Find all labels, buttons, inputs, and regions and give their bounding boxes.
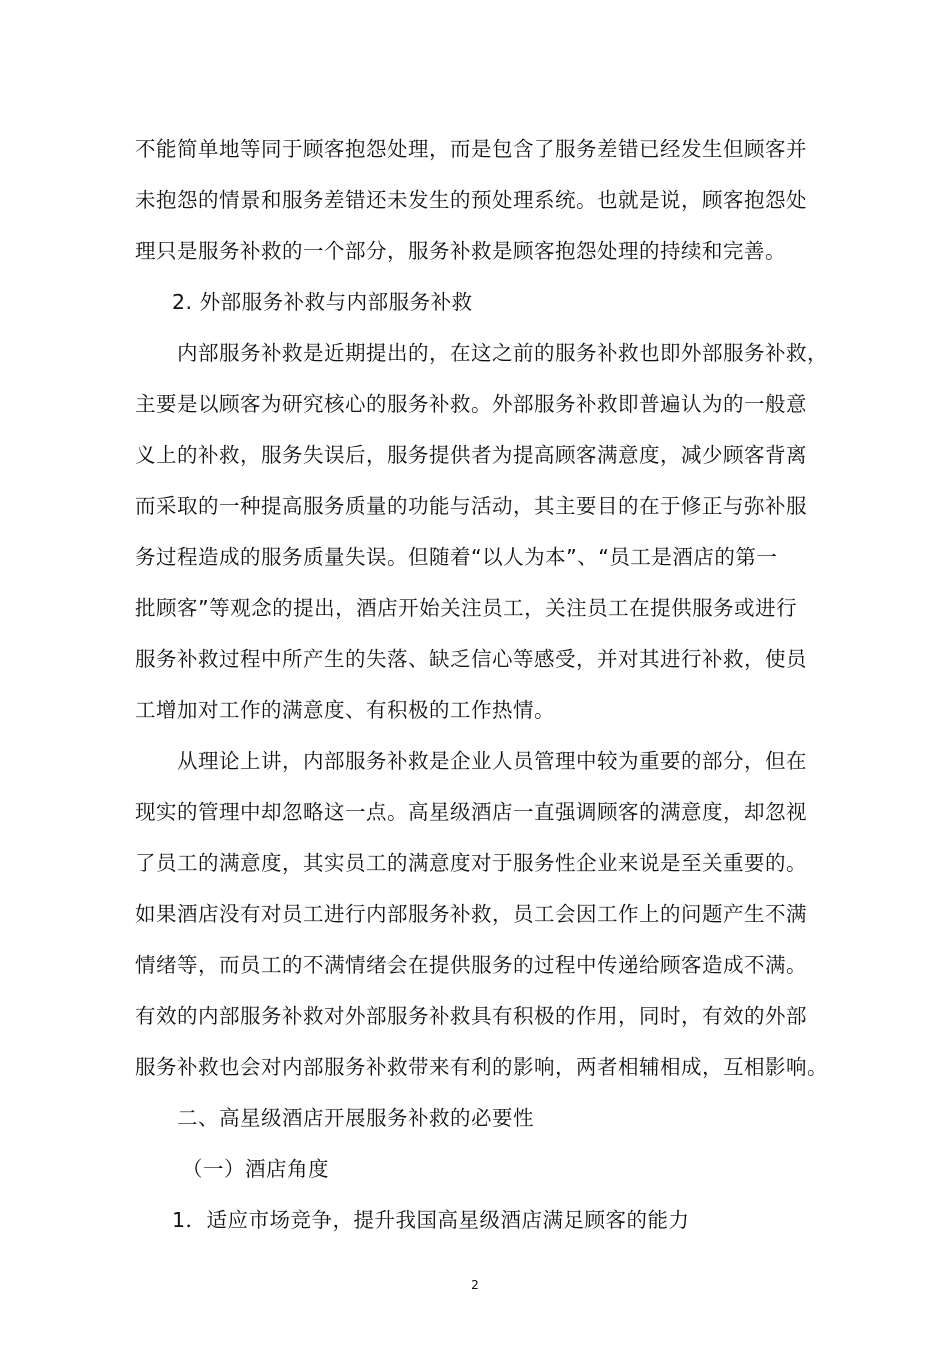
paragraph-line: 服务补救过程中所产生的失落、缺乏信心等感受，并对其进行补救，使员 (135, 647, 807, 671)
paragraph-line: 服务补救也会对内部服务补救带来有利的影响，两者相辅相成，互相影响。 (135, 1055, 828, 1079)
paragraph-line: 务过程造成的服务质量失误。但随着“以人为本”、“员工是酒店的第一 (135, 545, 778, 569)
subsection-heading: 1．适应市场竞争，提升我国高星级酒店满足顾客的能力 (172, 1208, 690, 1232)
paragraph-line: 义上的补救，服务失误后，服务提供者为提高顾客满意度，减少顾客背离 (135, 443, 807, 467)
paragraph-line: 情绪等，而员工的不满情绪会在提供服务的过程中传递给顾客造成不满。 (135, 953, 807, 977)
section-heading: 二、高星级酒店开展服务补救的必要性 (177, 1106, 534, 1130)
paragraph-line: 未抱怨的情景和服务差错还未发生的预处理系统。也就是说，顾客抱怨处 (135, 188, 807, 212)
paragraph-line: 如果酒店没有对员工进行内部服务补救，员工会因工作上的问题产生不满 (135, 902, 807, 926)
subsection-heading: （一）酒店角度 (182, 1157, 329, 1181)
paragraph-line: 不能简单地等同于顾客抱怨处理，而是包含了服务差错已经发生但顾客并 (135, 137, 807, 161)
paragraph-line: 有效的内部服务补救对外部服务补救具有积极的作用，同时，有效的外部 (135, 1004, 807, 1028)
paragraph-line: 主要是以顾客为研究核心的服务补救。外部服务补救即普遍认为的一般意 (135, 392, 807, 416)
section-heading: 2. 外部服务补救与内部服务补救 (172, 290, 473, 314)
paragraph-line: 现实的管理中却忽略这一点。高星级酒店一直强调顾客的满意度，却忽视 (135, 800, 807, 824)
page-number: 2 (471, 1278, 479, 1292)
paragraph-line: 工增加对工作的满意度、有积极的工作热情。 (135, 698, 555, 722)
paragraph-line: 而采取的一种提高服务质量的功能与活动，其主要目的在于修正与弥补服 (135, 494, 807, 518)
paragraph-line: 理只是服务补救的一个部分，服务补救是顾客抱怨处理的持续和完善。 (135, 239, 786, 263)
paragraph-line: 从理论上讲，内部服务补救是企业人员管理中较为重要的部分，但在 (177, 749, 807, 773)
paragraph-line: 内部服务补救是近期提出的，在这之前的服务补救也即外部服务补救， (177, 341, 828, 365)
paragraph-line: 批顾客”等观念的提出，酒店开始关注员工，关注员工在提供服务或进行 (135, 596, 798, 620)
paragraph-line: 了员工的满意度，其实员工的满意度对于服务性企业来说是至关重要的。 (135, 851, 807, 875)
